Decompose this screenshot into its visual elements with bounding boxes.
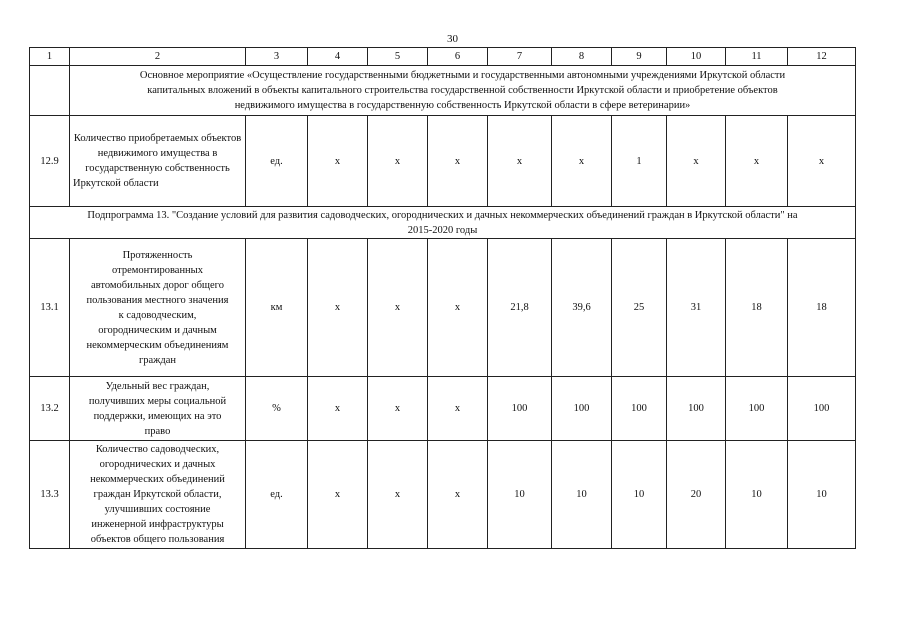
description-line: пользования местного значения <box>86 294 229 306</box>
description-line: некоммерческим объединениям <box>86 339 229 351</box>
description-line: граждан Иркутской области, <box>93 489 222 500</box>
value-cell: х <box>428 377 488 441</box>
value-cell: х <box>368 441 428 549</box>
value-cell: 10 <box>488 441 552 549</box>
subprogram-line: Подпрограмма 13. "Создание условий для развития садоводческих, огороднических и дачных некоммерческих объединений граждан в Иркутской области" на <box>87 209 798 221</box>
value-cell: х <box>488 116 552 207</box>
description-line: инженерной инфраструктуры <box>91 519 224 530</box>
subprogram-line: 2015-2020 годы <box>407 224 478 236</box>
row-description: Количество приобретаемых объектов недвижимого имущества в государственную собственность Иркутской области <box>70 116 246 207</box>
header-cell: 1 <box>30 48 70 66</box>
row-number: 13.2 <box>30 377 70 441</box>
table-row <box>30 441 856 549</box>
table-row <box>30 116 856 207</box>
value-cell: 31 <box>667 239 726 377</box>
value-cell: 100 <box>488 377 552 441</box>
header-cell: 11 <box>726 48 788 66</box>
description-line: Протяженность <box>122 249 193 261</box>
row-number: 13.1 <box>30 239 70 377</box>
row-number: 13.3 <box>30 441 70 549</box>
subprogram-row <box>30 207 856 239</box>
main-event-line: Основное мероприятие «Осуществление государственными бюджетными и государственными автономными учреждениями Иркутской области <box>139 70 786 81</box>
value-cell: 100 <box>667 377 726 441</box>
header-cell: 9 <box>612 48 667 66</box>
indicators-table <box>29 47 856 549</box>
value-cell: х <box>308 239 368 377</box>
value-cell: 18 <box>788 239 856 377</box>
header-cell: 8 <box>552 48 612 66</box>
value-cell: 100 <box>612 377 667 441</box>
value-cell: х <box>308 116 368 207</box>
header-cell: 6 <box>428 48 488 66</box>
header-cell: 2 <box>70 48 246 66</box>
value-cell: 10 <box>726 441 788 549</box>
table-row <box>30 239 856 377</box>
description-line: огородническим и дачным <box>98 324 217 336</box>
header-cell: 5 <box>368 48 428 66</box>
row-description <box>70 441 246 549</box>
main-event-line: недвижимого имущества в государственную собственность Иркутской области в сфере ветеринарии» <box>234 100 691 111</box>
value-cell: 21,8 <box>488 239 552 377</box>
description-line: некоммерческих объединений <box>90 474 225 485</box>
row-unit: км <box>246 239 308 377</box>
value-cell: х <box>788 116 856 207</box>
header-row <box>30 48 856 66</box>
header-cell: 7 <box>488 48 552 66</box>
description-line: автомобильных дорог общего <box>91 279 224 291</box>
table-row <box>30 377 856 441</box>
value-cell: х <box>428 441 488 549</box>
value-cell: х <box>308 377 368 441</box>
empty-cell <box>30 66 70 116</box>
description-line: улучшивших состояние <box>104 504 211 515</box>
description-line: право <box>144 425 171 437</box>
value-cell: 10 <box>612 441 667 549</box>
value-cell: 25 <box>612 239 667 377</box>
row-unit: ед. <box>246 116 308 207</box>
description-line: поддержки, имеющих на это <box>93 410 222 422</box>
description-line: Количество садоводческих, <box>95 444 220 455</box>
row-unit: ед. <box>246 441 308 549</box>
header-cell: 12 <box>788 48 856 66</box>
main-event-line: капитальных вложений в объекты капитального строительства государственной собственности Иркутской области и приобретение объектов <box>147 85 778 96</box>
header-cell: 3 <box>246 48 308 66</box>
value-cell: х <box>428 239 488 377</box>
header-cell: 10 <box>667 48 726 66</box>
row-description <box>70 377 246 441</box>
row-number: 12.9 <box>30 116 70 207</box>
value-cell: х <box>368 377 428 441</box>
description-line: огороднических и дачных <box>99 459 216 470</box>
page-number: 30 <box>447 33 458 45</box>
main-event-row <box>30 66 856 116</box>
description-line: к садоводческим, <box>118 309 197 321</box>
value-cell: 10 <box>788 441 856 549</box>
row-unit: % <box>246 377 308 441</box>
value-cell: 39,6 <box>552 239 612 377</box>
description-line: Удельный вес граждан, <box>105 380 210 392</box>
value-cell: х <box>726 116 788 207</box>
value-cell: 10 <box>552 441 612 549</box>
description-line: граждан <box>138 354 177 366</box>
value-cell: 18 <box>726 239 788 377</box>
value-cell: х <box>368 116 428 207</box>
value-cell: 100 <box>726 377 788 441</box>
value-cell: 100 <box>788 377 856 441</box>
description-line: получивших меры социальной <box>88 395 227 407</box>
subprogram-title <box>30 207 856 239</box>
value-cell: х <box>552 116 612 207</box>
value-cell: 100 <box>552 377 612 441</box>
row-description <box>70 239 246 377</box>
value-cell: х <box>428 116 488 207</box>
description-line: объектов общего пользования <box>90 534 225 545</box>
header-cell: 4 <box>308 48 368 66</box>
main-event-title <box>70 66 856 116</box>
value-cell: 1 <box>612 116 667 207</box>
description-line: отремонтированных <box>112 264 203 276</box>
value-cell: 20 <box>667 441 726 549</box>
value-cell: х <box>667 116 726 207</box>
value-cell: х <box>308 441 368 549</box>
value-cell: х <box>368 239 428 377</box>
